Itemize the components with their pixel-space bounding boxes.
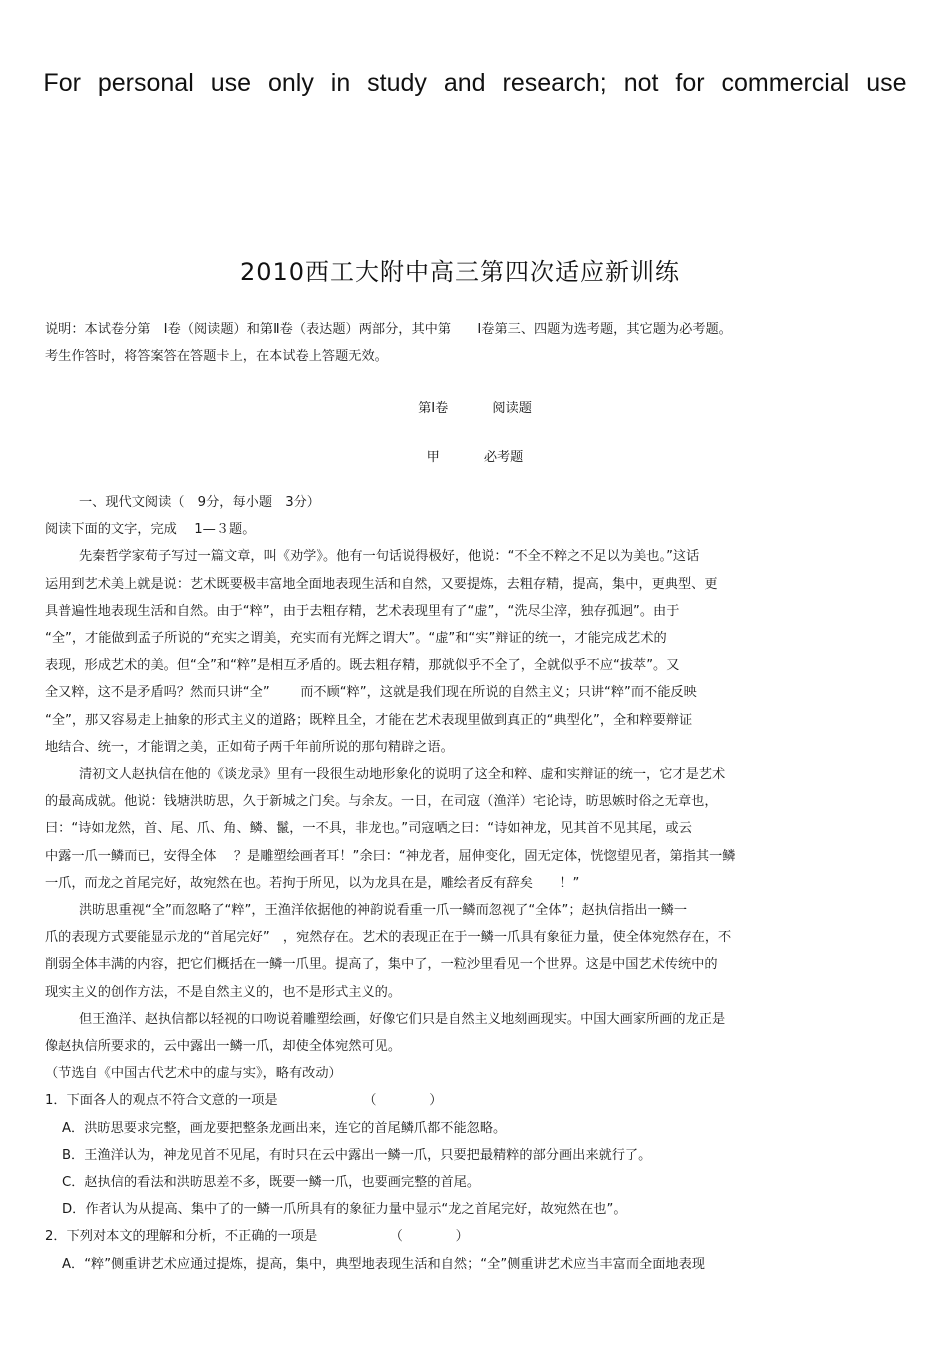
passage-line: 全又粹，这不是矛盾吗？然而只讲“全” 而不顾“粹”，这就是我们现在所说的自然主义；只讲“粹”而不能反映 [45, 685, 697, 701]
section-heading-right: 阅读题 [492, 401, 532, 416]
passage-line: 曰：“诗如龙然，首、尾、爪、角、鳞、鬣，一不具，非龙也。”司寇哂之曰：“诗如神龙，见其首不见其尾，或云 [45, 821, 692, 837]
question-option: C．赵执信的看法和洪昉思差不多，既要一鳞一爪，也要画完整的首尾。 [62, 1175, 481, 1191]
passage-line: 像赵执信所要求的，云中露出一鳞一爪，却使全体宛然可见。 [45, 1039, 402, 1055]
passage-line: 洪昉思重视“全”而忽略了“粹”，王渔洋依据他的神韵说看重一爪一鳞而忽视了“全体”；赵执信指出一鳞一 [79, 903, 688, 919]
passage-line: 清初文人赵执信在他的《谈龙录》里有一段很生动地形象化的说明了这全和粹、虚和实辩证的统一，它才是艺术 [79, 767, 726, 783]
passage-line: “全”，那又容易走上抽象的形式主义的道路；既粹且全，才能在艺术表现里做到真正的“典型化”，全和粹要辩证 [45, 712, 693, 728]
passage-line: 中露一爪一鳞而已，安得全体 ？是雕塑绘画者耳！”余曰：“神龙者，屈伸变化，固无定体，恍惚望见者，第指其一鳞 [45, 848, 736, 864]
reading-intro: 阅读下面的文字，完成 1—３题。 [45, 522, 256, 538]
instructions-line: 说明：本试卷分第 Ⅰ卷（阅读题）和第Ⅱ卷（表达题）两部分，其中第 Ⅰ卷第三、四题为选考题，其它题为必考题。 [45, 322, 732, 337]
section-heading-volume-1 [0, 397, 950, 416]
section-heading-right: 必考题 [483, 450, 524, 465]
passage-source: （节选自《中国古代艺术中的虚与实》，略有改动） [45, 1066, 342, 1082]
passage-line: 的最高成就。他说：钱塘洪昉思，久于新城之门矣。与余友。一日，在司寇（渔洋）宅论诗，昉思嫉时俗之无章也， [45, 794, 718, 810]
passage-line: 具普遍性地表现生活和自然。由于“粹”，由于去粗存精，艺术表现里有了“虚”，“洗尽尘滓，独存孤迥”。由于 [45, 603, 680, 619]
passage-line: “全”，才能做到孟子所说的“充实之谓美，充实而有光辉之谓大”。“虚”和“实”辩证的统一，才能完成艺术的 [45, 631, 667, 647]
section-heading-left: 第Ⅰ卷 [418, 401, 449, 416]
passage-line: 运用到艺术美上就是说：艺术既要极丰富地全面地表现生活和自然，又要提炼，去粗存精，提高，集中，更典型、更 [45, 576, 718, 592]
watermark-text: For personal use only in study and research; not for commercial use [43, 69, 907, 97]
passage-line: 地结合、统一，才能谓之美，正如荀子两千年前所说的那句精辟之语。 [45, 739, 454, 755]
instructions-line: 考生作答时，将答案答在答题卡上，在本试卷上答题无效。 [45, 349, 388, 365]
passage-line: 先秦哲学家荀子写过一篇文章，叫《劝学》。他有一句话说得极好，他说：“不全不粹之不足以为美也。”这话 [79, 549, 700, 565]
question-stem: 2．下列对本文的理解和分析，不正确的一项是 （ ） [45, 1229, 469, 1245]
passage-line: 削弱全体丰满的内容，把它们概括在一鳞一爪里。提高了，集中了，一粒沙里看见一个世界。这是中国艺术传统中的 [45, 957, 718, 973]
passage-line: 一爪，而龙之首尾完好，故宛然在也。若拘于所见，以为龙具在是，雕绘者反有辞矣 ！” [45, 875, 580, 891]
passage-line: 爪的表现方式要能显示龙的“首尾完好” ，宛然存在。艺术的表现正在于一鳞一爪具有象征力量，使全体宛然存在，不 [45, 930, 732, 946]
exam-title: 2010西工大附中高三第四次适应新训练 [239, 258, 681, 286]
passage-line: 但王渔洋、赵执信都以轻视的口吻说着雕塑绘画，好像它们只是自然主义地刻画现实。中国大画家所画的龙正是 [79, 1011, 726, 1027]
reading-section [45, 489, 925, 1278]
question-option: A．“粹”侧重讲艺术应通过提炼，提高，集中，典型地表现生活和自然；“全”侧重讲艺术应当丰富而全面地表现 [62, 1256, 705, 1272]
instructions [45, 316, 925, 370]
question-stem: 1．下面各人的观点不符合文意的一项是 （ ） [45, 1093, 443, 1109]
passage-line: 表现，形成艺术的美。但“全”和“粹”是相互矛盾的。既去粗存精，那就似乎不全了，全就似乎不应“拔萃”。又 [45, 658, 680, 674]
section-heading-required [0, 446, 950, 465]
question-option: D．作者认为从提高、集中了的一鳞一爪所具有的象征力量中显示“龙之首尾完好，故宛然在也”。 [62, 1202, 627, 1218]
section-heading: 一、现代文阅读（ 9分，每小题 3分） [79, 495, 320, 510]
passage-line: 现实主义的创作方法，不是自然主义的，也不是形式主义的。 [45, 984, 402, 1000]
question-option: A．洪昉思要求完整，画龙要把整条龙画出来，连它的首尾鳞爪都不能忽略。 [62, 1120, 507, 1136]
section-heading-left: 甲 [426, 450, 440, 465]
question-option: B．王渔洋认为，神龙见首不见尾，有时只在云中露出一鳞一爪，只要把最精粹的部分画出来就行了。 [62, 1147, 652, 1163]
